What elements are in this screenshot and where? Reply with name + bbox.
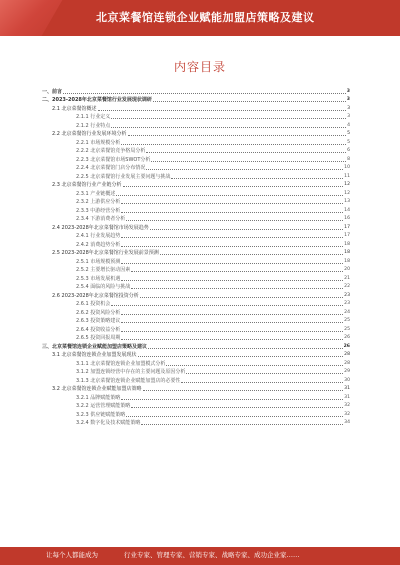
toc-entry-page: 30 (344, 377, 350, 383)
toc-entry[interactable] (42, 384, 350, 393)
toc-dot-leader (111, 114, 346, 119)
toc-entry[interactable] (42, 248, 350, 257)
toc-entry-page: 12 (344, 182, 350, 187)
toc-entry-label: 2.1.1 行业定义 (76, 114, 111, 120)
toc-entry-page: 23 (344, 301, 350, 306)
toc-entry-label: 三、北京菜餐馆连锁企业赋能加盟店策略及建议 (42, 343, 148, 350)
toc-entry-label: 二、2023-2028年北京菜餐馆行业发展现状调研 (42, 97, 152, 103)
toc-entry[interactable] (42, 103, 350, 112)
toc-entry-label: 2.4 2023-2028年北京菜餐馆市场发展趋势 (52, 224, 149, 231)
toc-dot-leader (131, 403, 343, 408)
toc-entry[interactable] (42, 282, 350, 291)
toc-entry[interactable] (42, 231, 350, 240)
toc-entry-label: 2.6 2023-2028年北京菜餐馆投资分析 (52, 292, 139, 299)
toc-entry-page: 31 (344, 394, 350, 400)
toc-entry-page: 28 (344, 352, 350, 357)
toc-entry[interactable] (42, 367, 350, 376)
toc-entry-page: 3 (347, 105, 350, 111)
toc-entry-label: 2.2 北京菜餐馆行业发展环境分析 (52, 131, 127, 137)
toc-entry-page: 16 (344, 216, 350, 221)
toc-dot-leader (98, 106, 347, 111)
toc-entry-label: 2.6.2 投资风险分析 (76, 309, 121, 316)
toc-entry-label: 3.1.1 北京菜餐馆连锁企业加盟模式分析 (76, 360, 166, 367)
footer-slogan: 让每个人都能成为 (46, 551, 98, 559)
toc-entry[interactable] (42, 112, 350, 121)
toc-entry[interactable] (42, 171, 350, 180)
toc-entry-page: 20 (344, 267, 350, 272)
toc-dot-leader (131, 284, 343, 289)
toc-entry-label: 2.2.4 北京菜餐馆门店分布情况 (76, 165, 146, 171)
toc-entry-label: 2.3.1 产业链概述 (76, 190, 116, 197)
toc-entry[interactable] (42, 299, 350, 308)
toc-entry[interactable] (42, 358, 350, 367)
toc-entry-label: 2.2.5 北京菜餐馆行业发展主要问题与挑战 (76, 173, 171, 180)
toc-entry[interactable] (42, 401, 350, 410)
toc-entry-page: 3 (346, 88, 350, 94)
header-banner (0, 0, 400, 36)
toc-entry-label: 2.4.2 消费趋势分析 (76, 241, 121, 248)
toc-entry-label: 3.2.1 品牌赋能策略 (76, 394, 121, 401)
toc-entry[interactable] (42, 273, 350, 282)
toc-dot-leader (121, 310, 343, 315)
toc-entry-page: 18 (344, 241, 350, 247)
toc-entry-page: 28 (344, 360, 350, 366)
toc-entry-label: 2.3.4 下游消费者分析 (76, 216, 126, 222)
toc-entry[interactable] (42, 129, 350, 138)
toc-entry-label: 2.5 2023-2028年北京菜餐馆行业发展前景预测 (52, 250, 159, 256)
toc-entry-label: 2.2.1 市场规模分析 (76, 139, 121, 146)
toc-entry-page: 5 (347, 131, 350, 136)
toc-entry-label: 3.2 北京菜餐馆连锁企业赋能加盟店策略 (52, 386, 142, 392)
toc-dot-leader (146, 165, 343, 170)
table-of-contents (42, 86, 350, 426)
toc-entry[interactable] (42, 307, 350, 316)
toc-entry-page: 3 (346, 97, 350, 102)
toc-entry-page: 8 (347, 156, 350, 162)
toc-entry-label: 2.3 北京菜餐馆行业产业链分析 (52, 182, 122, 188)
toc-dot-leader (121, 199, 343, 204)
toc-entry-page: 14 (344, 207, 350, 213)
toc-dot-leader (121, 327, 343, 332)
toc-entry[interactable] (42, 154, 350, 163)
toc-entry-page: 18 (344, 250, 350, 255)
toc-entry-label: 2.3.2 上游供应分析 (76, 199, 121, 205)
toc-entry[interactable] (42, 197, 350, 206)
toc-entry-page: 25 (344, 318, 350, 323)
toc-dot-leader (181, 378, 343, 383)
toc-dot-leader (121, 140, 346, 145)
footer-tagline: 行业专家、管理专家、营销专家、战略专家、成功企业家…… (124, 551, 300, 559)
toc-entry[interactable] (42, 265, 350, 274)
toc-dot-leader (121, 208, 343, 213)
toc-dot-leader (121, 276, 343, 281)
footer-banner (0, 547, 400, 565)
toc-dot-leader (166, 361, 343, 366)
toc-entry-label: 2.5.3 市场发展机遇 (76, 275, 121, 282)
toc-entry-label: 2.4.1 行业发展趋势 (76, 233, 121, 239)
toc-entry[interactable] (42, 95, 350, 104)
toc-entry[interactable] (42, 239, 350, 248)
toc-entry-page: 26 (343, 343, 350, 349)
toc-entry[interactable] (42, 214, 350, 223)
toc-entry-label: 3.2.3 供应链赋能策略 (76, 411, 126, 418)
toc-entry[interactable] (42, 188, 350, 197)
toc-dot-leader (121, 395, 343, 400)
toc-entry-page: 13 (344, 199, 350, 204)
toc-entry[interactable] (42, 146, 350, 155)
toc-entry-label: 3.1.2 加盟连锁经营中存在的主要问题及原因分析 (76, 369, 186, 375)
toc-entry-page: 5 (347, 139, 350, 145)
toc-entry-label: 2.5.2 主要增长驱动因素 (76, 267, 131, 273)
toc-entry[interactable] (42, 222, 350, 231)
toc-entry-label: 3.2.4 数字化及技术赋能策略 (76, 420, 141, 426)
toc-dot-leader (126, 216, 343, 221)
toc-entry[interactable] (42, 316, 350, 325)
toc-title: 内容目录 (173, 60, 226, 74)
toc-entry[interactable] (42, 375, 350, 384)
toc-dot-leader (63, 89, 346, 94)
toc-dot-leader (121, 335, 343, 340)
toc-entry[interactable] (42, 120, 350, 129)
toc-dot-leader (123, 182, 344, 187)
toc-dot-leader (116, 191, 343, 196)
toc-entry-page: 3 (347, 114, 350, 119)
toc-dot-leader (151, 157, 346, 162)
toc-dot-leader (121, 318, 343, 323)
toc-entry-label: 3.1 北京菜餐馆连锁企业加盟发展现状 (52, 352, 137, 358)
toc-entry-label: 2.5.1 市场规模预测 (76, 258, 121, 265)
toc-dot-leader (153, 97, 346, 102)
toc-entry-label: 2.5.4 面临的风险与挑战 (76, 284, 131, 290)
toc-entry[interactable] (42, 409, 350, 418)
toc-dot-leader (126, 412, 343, 417)
toc-entry[interactable] (42, 163, 350, 172)
toc-entry-page: 32 (344, 403, 350, 408)
toc-entry[interactable] (42, 205, 350, 214)
toc-dot-leader (140, 293, 343, 298)
toc-dot-leader (121, 259, 343, 264)
toc-entry[interactable] (42, 324, 350, 333)
toc-dot-leader (138, 352, 344, 357)
toc-entry-page: 23 (344, 292, 350, 298)
toc-entry[interactable] (42, 341, 350, 350)
toc-entry-label: 2.6.1 投资机会 (76, 301, 111, 307)
toc-dot-leader (111, 123, 346, 128)
document-title: 北京菜餐馆连锁企业赋能加盟店策略及建议 (96, 11, 315, 24)
toc-dot-leader (171, 174, 343, 179)
toc-dot-leader (131, 267, 343, 272)
toc-entry-label: 3.2.2 运营管理赋能策略 (76, 403, 131, 409)
toc-dot-leader (186, 369, 343, 374)
toc-entry[interactable] (42, 256, 350, 265)
toc-entry-label: 2.6.5 投资回报周期 (76, 335, 121, 341)
toc-entry-page: 12 (344, 190, 350, 196)
toc-dot-leader (148, 344, 343, 349)
toc-entry-label: 2.6.4 投资收益分析 (76, 326, 121, 333)
toc-dot-leader (128, 131, 347, 136)
toc-entry[interactable] (42, 350, 350, 359)
toc-entry-page: 31 (344, 386, 350, 391)
toc-dot-leader (150, 225, 343, 230)
toc-dot-leader (141, 420, 343, 425)
toc-entry-page: 22 (344, 284, 350, 289)
toc-dot-leader (111, 301, 343, 306)
toc-entry-page: 29 (344, 369, 350, 374)
toc-entry-page: 34 (344, 420, 350, 425)
toc-entry-label: 2.2.2 北京菜餐馆竞争格局分析 (76, 148, 146, 154)
toc-entry-page: 11 (344, 173, 350, 179)
toc-entry-page: 6 (347, 148, 350, 153)
toc-entry-page: 21 (344, 275, 350, 281)
toc-entry[interactable] (42, 290, 350, 299)
toc-entry-label: 2.6.3 投资策略建议 (76, 318, 121, 324)
toc-entry-page: 17 (344, 224, 350, 230)
toc-entry-page: 26 (344, 335, 350, 340)
toc-entry[interactable] (42, 418, 350, 427)
toc-entry-label: 2.1.2 行业特点 (76, 122, 111, 129)
toc-dot-leader (146, 148, 346, 153)
toc-entry-page: 10 (344, 165, 350, 170)
toc-entry[interactable] (42, 86, 350, 95)
toc-dot-leader (143, 386, 344, 391)
toc-entry-page: 4 (347, 122, 350, 128)
toc-entry-page: 32 (344, 411, 350, 417)
toc-entry-label: 3.1.3 北京菜餐馆连锁企业赋能加盟店的必要性 (76, 377, 181, 384)
toc-entry-page: 24 (344, 309, 350, 315)
toc-entry-label: 2.1 北京菜餐馆概述 (52, 105, 97, 112)
toc-entry-label: 2.3.3 中游经营分析 (76, 207, 121, 214)
toc-entry[interactable] (42, 333, 350, 342)
toc-entry-page: 18 (344, 258, 350, 264)
toc-entry-label: 2.2.3 北京菜餐馆市场SWOT分析 (76, 156, 151, 163)
toc-dot-leader (121, 242, 343, 247)
toc-dot-leader (121, 233, 343, 238)
toc-entry[interactable] (42, 137, 350, 146)
toc-entry[interactable] (42, 392, 350, 401)
toc-dot-leader (160, 250, 343, 255)
toc-entry-page: 25 (344, 326, 350, 332)
toc-entry[interactable] (42, 180, 350, 189)
toc-entry-page: 17 (344, 233, 350, 238)
toc-entry-label: 一、前言 (42, 88, 63, 95)
